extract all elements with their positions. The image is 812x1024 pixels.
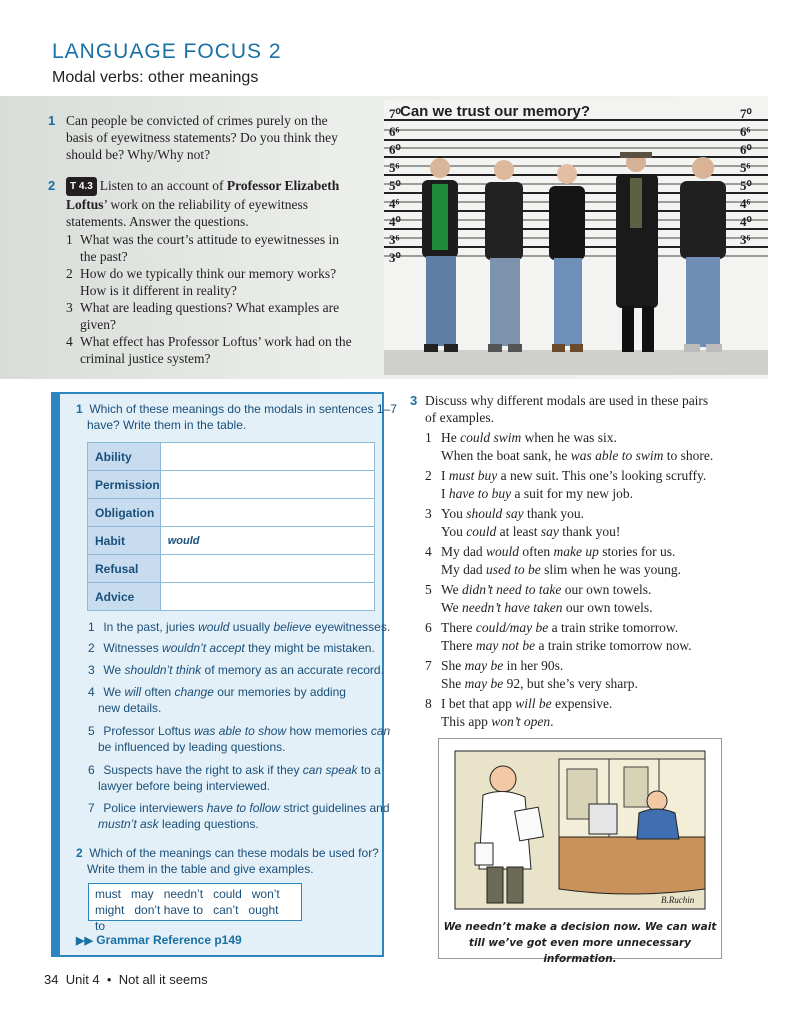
table-answer-cell[interactable] xyxy=(160,583,374,611)
section-subtitle: Modal verbs: other meanings xyxy=(52,69,259,86)
ex3-pair-7: 7 She may be in her 90s. She may be 92, but she’s very sharp. xyxy=(425,658,638,691)
grammar-q2: 2 Which of the meanings can these modals be used for? Write them in the table and give examples. xyxy=(76,846,379,876)
section-title: LANGUAGE FOCUS 2 xyxy=(52,40,282,63)
sentence-7: 7 Police interviewers have to follow strict guidelines and mustn’t ask leading questions. xyxy=(88,801,390,831)
height-scale-left: 7⁰ 6⁶ 6⁰ 5⁶ 5⁰ 4⁶ 4⁰ 3⁶ 3⁰ xyxy=(389,106,401,265)
table-row: Habit would xyxy=(88,527,375,555)
unit-title: Not all it seems xyxy=(118,972,208,987)
table-answer-cell[interactable] xyxy=(160,471,374,499)
footer-bullet: • xyxy=(106,972,112,987)
ex3-pair-5: 5 We didn’t need to take our own towels. We needn’t have taken our own towels. xyxy=(425,582,653,615)
table-row: Refusal xyxy=(88,555,375,583)
ex3-pair-3: 3 You should say thank you. You could at least say thank you! xyxy=(425,506,621,539)
table-answer-cell[interactable] xyxy=(160,499,374,527)
table-answer-cell[interactable] xyxy=(160,443,374,471)
audio-track-badge: T 4.3 xyxy=(66,177,97,196)
table-answer-cell[interactable]: would xyxy=(160,527,374,555)
ex3-pair-6: 6 There could/may be a train strike tomorrow. There may not be a train strike tomorrow now. xyxy=(425,620,692,653)
q2-intro: T 4.3 Listen to an account of Professor Elizabeth Loftus’ work on the reliability of eyewitness statements. Answer the questions. xyxy=(66,178,340,229)
ex3-pair-8: 8 I bet that app will be expensive. This app won’t open. xyxy=(425,696,613,729)
sentence-6: 6 Suspects have the right to ask if they can speak to a lawyer before being interviewed. xyxy=(88,763,381,793)
page-number: 34 xyxy=(44,972,59,987)
cartoon-caption: We needn’t make a decision now. We can wait till we’ve got even more unnecessary information. xyxy=(443,921,717,965)
q2-number: 2 xyxy=(48,178,56,193)
modals-word-box: must may needn’t could won’t might don’t have to can’t ought to xyxy=(88,883,302,921)
ex3-pair-4: 4 My dad would often make up stories for us. My dad used to be slim when he was young. xyxy=(425,544,681,577)
table-answer-cell[interactable] xyxy=(160,555,374,583)
table-row: Permission xyxy=(88,471,375,499)
sentence-4: 4 We will often change our memories by adding new details. xyxy=(88,685,346,715)
ex3-number: 3 xyxy=(410,393,418,408)
sentence-3: 3 We shouldn’t think of memory as an accurate record. xyxy=(88,663,384,677)
q1-text: Can people be convicted of crimes purely on the basis of eyewitness statements? Do you think they should be? Why/Why not? xyxy=(66,113,338,162)
grammar-reference-link[interactable]: ▶▶ Grammar Reference p149 xyxy=(76,933,242,947)
lineup-illustration xyxy=(384,100,768,375)
ex3-instruction: Discuss why different modals are used in these pairs of examples. xyxy=(425,393,709,425)
table-row: Advice xyxy=(88,583,375,611)
page-footer xyxy=(44,972,208,987)
cartoon-illustration xyxy=(439,739,721,917)
sentence-2: 2 Witnesses wouldn’t accept they might be mistaken. xyxy=(88,641,375,655)
double-arrow-icon: ▶▶ xyxy=(76,935,93,947)
height-scale-right: 7⁰ 6⁶ 6⁰ 5⁶ 5⁰ 4⁶ 4⁰ 3⁶ xyxy=(740,106,752,247)
ex3-pair-1: 1 He could swim when he was six. When the boat sank, he was able to swim to shore. xyxy=(425,430,714,463)
table-row: Ability xyxy=(88,443,375,471)
q1-number: 1 xyxy=(48,113,56,128)
q2-item-2: 2 How do we typically think our memory works? How is it different in reality? xyxy=(66,266,337,298)
cartoon-signature: B.Ruchin xyxy=(661,895,695,905)
table-row: Obligation xyxy=(88,499,375,527)
sentence-5: 5 Professor Loftus was able to show how memories can be influenced by leading questions. xyxy=(88,724,391,754)
photo-title: Can we trust our memory? xyxy=(400,103,591,120)
q2-item-4: 4 What effect has Professor Loftus’ work had on the criminal justice system? xyxy=(66,334,352,366)
q2-item-3: 3 What are leading questions? What examples are given? xyxy=(66,300,340,332)
unit-label: Unit 4 xyxy=(65,972,100,987)
cartoon xyxy=(438,738,722,965)
ex3-pair-2: 2 I must buy a new suit. This one’s looking scruffy. I have to buy a suit for my new job. xyxy=(425,468,707,501)
sentence-1: 1 In the past, juries would usually believe eyewitnesses. xyxy=(88,620,391,634)
q2-item-1: 1 What was the court’s attitude to eyewitnesses in the past? xyxy=(66,232,340,264)
meanings-table xyxy=(87,442,375,611)
lineup-photo xyxy=(384,100,768,375)
grammar-q1: 1 Which of these meanings do the modals in sentences 1–7 have? Write them in the table. xyxy=(76,402,397,432)
